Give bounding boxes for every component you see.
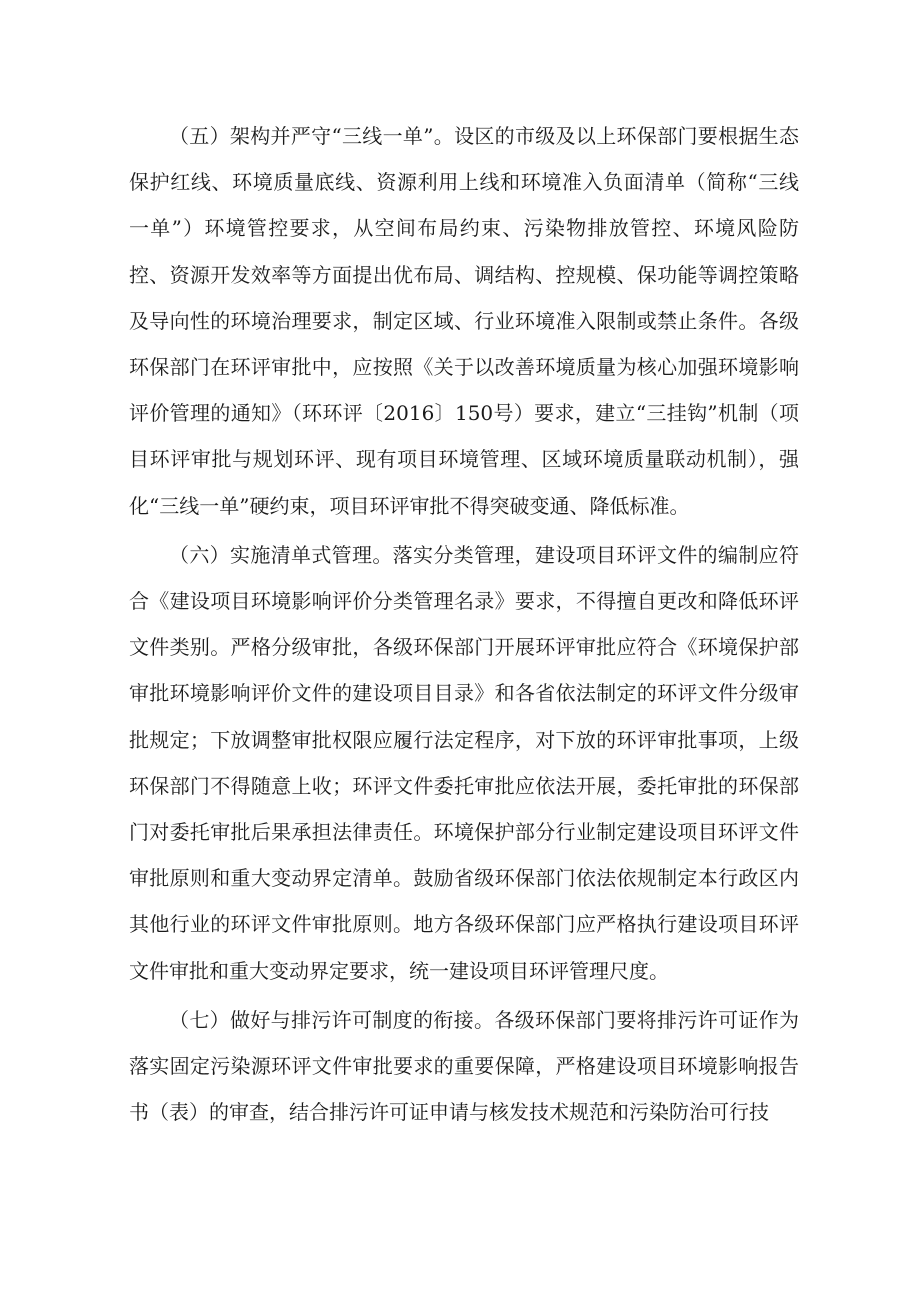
paragraph-five: （五）架构并严守“三线一单”。设区的市级及以上环保部门要根据生态保护红线、环境质量底线、资源利用上线和环境准入负面清单（简称“三线一单”）环境管控要求，从空间布局约束、污染物排放管控、环境风险防控、资源开发效率等方面提出优布局、调结构、控规模、保功能等调控策略及导向性的环境治理要求，制定区域、行业环境准入限制或禁止条件。各级环保部门在环评审批中，应按照《关于以改善环境质量为核心加强环境影响评价管理的通知》（环环评〔2016〕150号）要求，建立“三挂钩”机制（项目环评审批与规划环评、现有项目环境管理、区域环境质量联动机制），强化“三线一单”硬约束，项目环评审批不得突破变通、降低标准。: [129, 124, 799, 518]
paragraph-seven: （七）做好与排污许可制度的衔接。各级环保部门要将排污许可证作为落实固定污染源环评文件审批要求的重要保障，严格建设项目环境影响报告书（表）的审查，结合排污许可证申请与核发技术规范和污染防治可行技: [129, 1007, 799, 1125]
document-body: [129, 113, 799, 1135]
paragraph-six: （六）实施清单式管理。落实分类管理，建设项目环评文件的编制应符合《建设项目环境影响评价分类管理名录》要求，不得擅自更改和降低环评文件类别。严格分级审批，各级环保部门开展环评审批应符合《环境保护部审批环境影响评价文件的建设项目目录》和各省依法制定的环评文件分级审批规定；下放调整审批权限应履行法定程序，对下放的环评审批事项，上级环保部门不得随意上收；环评文件委托审批应依法开展，委托审批的环保部门对委托审批后果承担法律责任。环境保护部分行业制定建设项目环评文件审批原则和重大变动界定清单。鼓励省级环保部门依法依规制定本行政区内其他行业的环评文件审批原则。地方各级环保部门应严格执行建设项目环评文件审批和重大变动界定要求，统一建设项目环评管理尺度。: [129, 542, 799, 983]
